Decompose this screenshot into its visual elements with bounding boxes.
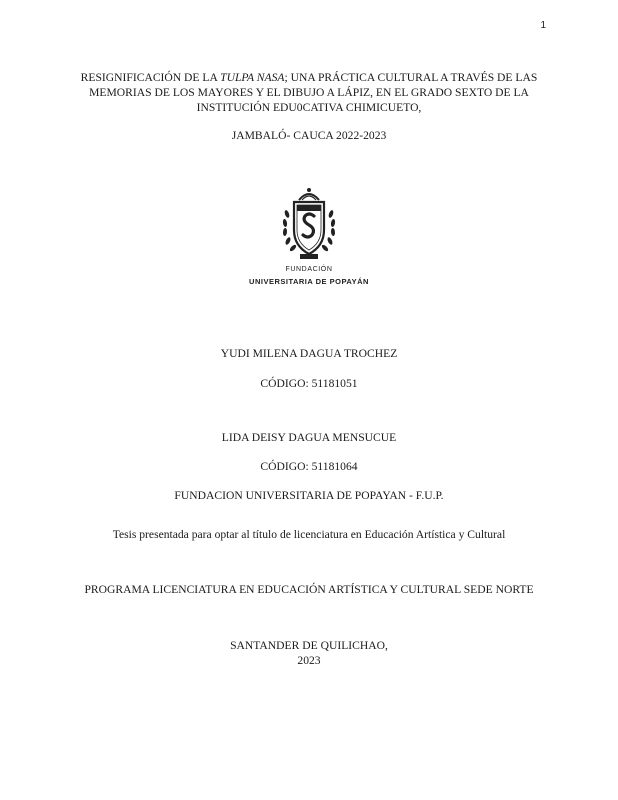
university-seal-icon (279, 186, 339, 262)
thesis-statement: Tesis presentada para optar al título de licenciatura en Educación Artística y Cultural (112, 528, 506, 541)
title-part-1: RESIGNIFICACIÓN DE LA (80, 71, 221, 84)
document-title (0, 70, 618, 115)
author-name-2: LIDA DEISY DAGUA MENSUCUE (221, 431, 397, 444)
author-name-1: YUDI MILENA DAGUA TROCHEZ (220, 347, 398, 360)
author-code-2: CÓDIGO: 51181064 (260, 460, 358, 473)
document-subtitle: JAMBALÓ- CAUCA 2022-2023 (231, 129, 387, 142)
program-name: PROGRAMA LICENCIATURA EN EDUCACIÓN ARTÍSTICA Y CULTURAL SEDE NORTE (84, 583, 534, 596)
city: SANTANDER DE QUILICHAO, (230, 639, 388, 652)
page-number: 1 (540, 20, 546, 31)
title-italic: TULPA NASA (220, 71, 285, 84)
logo-text-line-2: UNIVERSITARIA DE POPAYÁN (249, 277, 369, 286)
author-code-1: CÓDIGO: 51181051 (260, 377, 358, 390)
logo-text-line-1: FUNDACIÓN (285, 266, 333, 273)
title-part-2: ; UNA PRÁCTICA CULTURAL A TRAVÉS DE LAS MEMORIAS DE LOS MAYORES Y EL DIBUJO A LÁPIZ, EN EL GRADO SEXTO DE LA INSTITUCIÓN EDU0CATIVA CHIMICUETO, (89, 71, 538, 114)
year: 2023 (297, 654, 321, 667)
institution-name: FUNDACION UNIVERSITARIA DE POPAYAN - F.U.P. (174, 489, 444, 502)
